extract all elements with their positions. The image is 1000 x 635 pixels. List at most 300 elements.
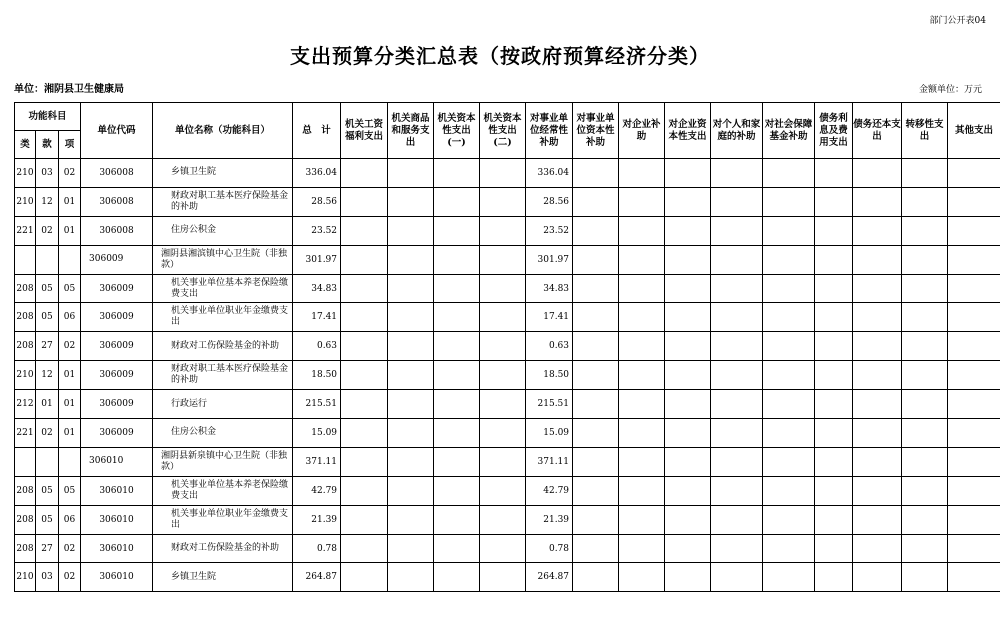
cell-unit-code: 306009	[81, 303, 153, 332]
cell-col-3	[434, 534, 480, 563]
cell-col-5: 21.39	[526, 505, 573, 534]
cell-col-14	[948, 505, 1000, 534]
header-col-4: 机关资本性支出(二)	[480, 103, 526, 159]
cell-col-11	[815, 159, 853, 188]
cell-col-5: 0.78	[526, 534, 573, 563]
cell-xiang: 05	[59, 274, 81, 303]
cell-col-14	[948, 245, 1000, 274]
cell-col-9	[711, 361, 763, 390]
cell-col-1	[341, 447, 388, 476]
cell-unit-code: 306010	[81, 563, 153, 592]
cell-col-6	[573, 505, 619, 534]
cell-col-10	[763, 390, 815, 419]
cell-lei: 210	[15, 361, 36, 390]
cell-unit-name: 机关事业单位基本养老保险缴费支出	[153, 274, 293, 303]
cell-total: 23.52	[293, 216, 341, 245]
cell-col-1	[341, 534, 388, 563]
cell-col-7	[619, 534, 665, 563]
cell-col-5: 34.83	[526, 274, 573, 303]
cell-col-9	[711, 476, 763, 505]
unit-label: 单位：湘阴县卫生健康局	[14, 84, 124, 95]
cell-col-2	[388, 245, 434, 274]
cell-col-8	[665, 390, 711, 419]
cell-col-9	[711, 159, 763, 188]
cell-col-12	[853, 245, 902, 274]
header-col-11: 债务利息及费用支出	[815, 103, 853, 159]
table-row	[15, 274, 1000, 303]
cell-col-6	[573, 361, 619, 390]
cell-col-6	[573, 274, 619, 303]
cell-col-2	[388, 274, 434, 303]
cell-unit-code: 306009	[81, 274, 153, 303]
cell-col-4	[480, 563, 526, 592]
cell-col-13	[902, 390, 948, 419]
cell-kuan: 03	[36, 159, 59, 188]
cell-col-9	[711, 332, 763, 361]
cell-lei: 208	[15, 303, 36, 332]
cell-col-9	[711, 563, 763, 592]
cell-col-11	[815, 245, 853, 274]
cell-col-10	[763, 563, 815, 592]
cell-lei	[15, 245, 36, 274]
cell-col-14	[948, 534, 1000, 563]
header-func-subject: 功能科目	[15, 103, 81, 131]
cell-lei: 208	[15, 476, 36, 505]
cell-col-4	[480, 187, 526, 216]
cell-col-1	[341, 274, 388, 303]
header-unit-code: 单位代码	[81, 103, 153, 159]
amount-unit-label: 金额单位：万元	[918, 85, 982, 95]
cell-col-12	[853, 216, 902, 245]
cell-col-6	[573, 216, 619, 245]
cell-col-3	[434, 476, 480, 505]
cell-col-1	[341, 390, 388, 419]
cell-unit-name: 财政对工伤保险基金的补助	[153, 332, 293, 361]
cell-col-7	[619, 447, 665, 476]
cell-unit-name: 行政运行	[153, 390, 293, 419]
table-row	[15, 390, 1000, 419]
cell-kuan: 27	[36, 534, 59, 563]
cell-col-11	[815, 332, 853, 361]
table-row	[15, 534, 1000, 563]
cell-xiang: 01	[59, 390, 81, 419]
cell-col-8	[665, 245, 711, 274]
cell-col-3	[434, 245, 480, 274]
cell-kuan: 01	[36, 390, 59, 419]
cell-col-6	[573, 390, 619, 419]
cell-col-2	[388, 332, 434, 361]
header-col-5: 对事业单位经常性补助	[526, 103, 573, 159]
cell-col-4	[480, 303, 526, 332]
cell-total: 17.41	[293, 303, 341, 332]
cell-col-11	[815, 505, 853, 534]
cell-unit-code: 306009	[81, 390, 153, 419]
cell-col-11	[815, 534, 853, 563]
cell-kuan: 02	[36, 216, 59, 245]
cell-col-4	[480, 361, 526, 390]
cell-unit-name: 乡镇卫生院	[153, 563, 293, 592]
cell-col-5: 301.97	[526, 245, 573, 274]
cell-col-3	[434, 159, 480, 188]
table-row	[15, 361, 1000, 390]
cell-kuan: 02	[36, 419, 59, 448]
cell-lei: 221	[15, 216, 36, 245]
cell-total: 21.39	[293, 505, 341, 534]
cell-col-10	[763, 476, 815, 505]
cell-col-4	[480, 447, 526, 476]
table-row	[15, 187, 1000, 216]
cell-col-6	[573, 245, 619, 274]
cell-col-11	[815, 216, 853, 245]
cell-total: 15.09	[293, 419, 341, 448]
cell-xiang: 01	[59, 361, 81, 390]
cell-col-2	[388, 534, 434, 563]
cell-col-14	[948, 187, 1000, 216]
table-row	[15, 476, 1000, 505]
cell-col-10	[763, 505, 815, 534]
cell-col-2	[388, 563, 434, 592]
cell-col-10	[763, 361, 815, 390]
cell-col-7	[619, 419, 665, 448]
cell-col-8	[665, 419, 711, 448]
table-row	[15, 303, 1000, 332]
cell-unit-name: 机关事业单位职业年金缴费支出	[153, 505, 293, 534]
header-col-3: 机关资本性支出(一)	[434, 103, 480, 159]
cell-col-1	[341, 332, 388, 361]
cell-col-13	[902, 419, 948, 448]
cell-col-11	[815, 274, 853, 303]
cell-lei: 208	[15, 505, 36, 534]
cell-col-13	[902, 303, 948, 332]
cell-col-3	[434, 332, 480, 361]
cell-col-6	[573, 534, 619, 563]
cell-col-12	[853, 159, 902, 188]
cell-col-12	[853, 476, 902, 505]
table-row	[15, 447, 1000, 476]
cell-unit-code: 306008	[81, 159, 153, 188]
cell-kuan: 05	[36, 274, 59, 303]
table-row	[15, 216, 1000, 245]
table-body	[15, 159, 1000, 592]
cell-col-3	[434, 447, 480, 476]
table-row	[15, 563, 1000, 592]
cell-xiang: 02	[59, 159, 81, 188]
cell-col-9	[711, 245, 763, 274]
cell-total: 215.51	[293, 390, 341, 419]
cell-col-5: 28.56	[526, 187, 573, 216]
table-row	[15, 332, 1000, 361]
cell-unit-name: 湘阴县湘滨镇中心卫生院（非独款）	[153, 245, 293, 274]
cell-col-10	[763, 419, 815, 448]
cell-lei: 221	[15, 419, 36, 448]
cell-col-3	[434, 419, 480, 448]
cell-col-8	[665, 476, 711, 505]
cell-col-8	[665, 534, 711, 563]
cell-col-7	[619, 216, 665, 245]
cell-col-5: 42.79	[526, 476, 573, 505]
cell-col-13	[902, 245, 948, 274]
cell-col-14	[948, 563, 1000, 592]
cell-col-2	[388, 303, 434, 332]
cell-unit-name: 住房公积金	[153, 216, 293, 245]
cell-lei: 212	[15, 390, 36, 419]
cell-col-11	[815, 187, 853, 216]
cell-unit-name: 财政对工伤保险基金的补助	[153, 534, 293, 563]
budget-table	[14, 102, 1000, 592]
cell-lei: 210	[15, 187, 36, 216]
cell-unit-name: 财政对职工基本医疗保险基金的补助	[153, 361, 293, 390]
cell-col-10	[763, 159, 815, 188]
cell-col-2	[388, 419, 434, 448]
cell-xiang: 01	[59, 187, 81, 216]
cell-col-3	[434, 361, 480, 390]
cell-col-9	[711, 505, 763, 534]
cell-col-8	[665, 274, 711, 303]
cell-col-8	[665, 159, 711, 188]
cell-col-3	[434, 563, 480, 592]
cell-unit-code: 306008	[81, 187, 153, 216]
cell-col-3	[434, 390, 480, 419]
cell-total: 371.11	[293, 447, 341, 476]
cell-total: 301.97	[293, 245, 341, 274]
cell-col-1	[341, 159, 388, 188]
cell-xiang: 06	[59, 505, 81, 534]
cell-col-10	[763, 216, 815, 245]
cell-col-11	[815, 361, 853, 390]
cell-col-9	[711, 274, 763, 303]
cell-col-13	[902, 447, 948, 476]
cell-kuan	[36, 245, 59, 274]
cell-lei: 210	[15, 159, 36, 188]
cell-col-14	[948, 447, 1000, 476]
cell-col-7	[619, 332, 665, 361]
cell-col-13	[902, 505, 948, 534]
cell-col-14	[948, 274, 1000, 303]
cell-col-12	[853, 187, 902, 216]
cell-col-8	[665, 563, 711, 592]
cell-col-14	[948, 332, 1000, 361]
cell-col-12	[853, 534, 902, 563]
cell-col-10	[763, 274, 815, 303]
cell-col-1	[341, 216, 388, 245]
cell-col-13	[902, 159, 948, 188]
cell-col-11	[815, 476, 853, 505]
cell-col-7	[619, 390, 665, 419]
cell-col-12	[853, 361, 902, 390]
cell-col-5: 23.52	[526, 216, 573, 245]
cell-col-1	[341, 563, 388, 592]
cell-col-4	[480, 390, 526, 419]
cell-lei: 208	[15, 534, 36, 563]
cell-col-14	[948, 390, 1000, 419]
cell-lei: 208	[15, 274, 36, 303]
cell-col-11	[815, 563, 853, 592]
cell-xiang: 02	[59, 534, 81, 563]
cell-col-9	[711, 390, 763, 419]
cell-lei: 210	[15, 563, 36, 592]
cell-col-13	[902, 361, 948, 390]
cell-total: 264.87	[293, 563, 341, 592]
cell-xiang: 06	[59, 303, 81, 332]
cell-col-7	[619, 361, 665, 390]
cell-col-11	[815, 419, 853, 448]
cell-col-10	[763, 534, 815, 563]
cell-unit-name: 住房公积金	[153, 419, 293, 448]
cell-xiang	[59, 447, 81, 476]
cell-col-9	[711, 303, 763, 332]
cell-col-12	[853, 390, 902, 419]
cell-col-2	[388, 505, 434, 534]
header-col-7: 对企业补助	[619, 103, 665, 159]
cell-col-5: 371.11	[526, 447, 573, 476]
cell-col-5: 336.04	[526, 159, 573, 188]
cell-col-1	[341, 361, 388, 390]
cell-col-12	[853, 274, 902, 303]
cell-col-2	[388, 187, 434, 216]
cell-col-3	[434, 505, 480, 534]
cell-kuan: 05	[36, 505, 59, 534]
cell-col-6	[573, 187, 619, 216]
cell-col-7	[619, 187, 665, 216]
cell-col-3	[434, 303, 480, 332]
cell-col-11	[815, 447, 853, 476]
table-row	[15, 245, 1000, 274]
cell-col-7	[619, 274, 665, 303]
cell-unit-code: 306009	[81, 361, 153, 390]
cell-xiang: 02	[59, 332, 81, 361]
cell-col-13	[902, 534, 948, 563]
page-tag: 部门公开表04	[929, 16, 986, 26]
cell-col-12	[853, 303, 902, 332]
cell-col-10	[763, 447, 815, 476]
cell-col-6	[573, 303, 619, 332]
cell-unit-name: 机关事业单位职业年金缴费支出	[153, 303, 293, 332]
cell-col-6	[573, 332, 619, 361]
cell-unit-name: 机关事业单位基本养老保险缴费支出	[153, 476, 293, 505]
cell-col-7	[619, 505, 665, 534]
cell-col-9	[711, 534, 763, 563]
cell-kuan: 27	[36, 332, 59, 361]
cell-col-7	[619, 476, 665, 505]
cell-total: 336.04	[293, 159, 341, 188]
cell-col-8	[665, 187, 711, 216]
cell-col-5: 15.09	[526, 419, 573, 448]
table-row	[15, 419, 1000, 448]
cell-col-12	[853, 419, 902, 448]
header-col-1: 机关工资福利支出	[341, 103, 388, 159]
cell-col-2	[388, 159, 434, 188]
cell-col-14	[948, 476, 1000, 505]
cell-col-5: 215.51	[526, 390, 573, 419]
cell-col-4	[480, 476, 526, 505]
cell-unit-code: 306009	[81, 332, 153, 361]
cell-col-5: 17.41	[526, 303, 573, 332]
cell-col-5: 0.63	[526, 332, 573, 361]
cell-col-2	[388, 216, 434, 245]
header-total: 总 计	[293, 103, 341, 159]
cell-xiang: 02	[59, 563, 81, 592]
cell-kuan: 12	[36, 361, 59, 390]
cell-col-7	[619, 303, 665, 332]
cell-unit-code: 306010	[81, 476, 153, 505]
cell-total: 0.63	[293, 332, 341, 361]
cell-col-4	[480, 419, 526, 448]
cell-kuan: 05	[36, 303, 59, 332]
cell-col-2	[388, 447, 434, 476]
cell-col-13	[902, 332, 948, 361]
cell-col-5: 18.50	[526, 361, 573, 390]
header-col-12: 债务还本支出	[853, 103, 902, 159]
cell-kuan	[36, 447, 59, 476]
cell-col-4	[480, 534, 526, 563]
cell-col-8	[665, 447, 711, 476]
cell-total: 42.79	[293, 476, 341, 505]
cell-col-1	[341, 187, 388, 216]
header-lei: 类	[15, 131, 36, 159]
header-col-2: 机关商品和服务支出	[388, 103, 434, 159]
cell-xiang: 01	[59, 216, 81, 245]
cell-lei: 208	[15, 332, 36, 361]
cell-col-13	[902, 563, 948, 592]
cell-col-7	[619, 245, 665, 274]
cell-col-2	[388, 361, 434, 390]
cell-col-5: 264.87	[526, 563, 573, 592]
cell-col-10	[763, 303, 815, 332]
header-unit-name: 单位名称（功能科目）	[153, 103, 293, 159]
cell-col-1	[341, 476, 388, 505]
cell-col-9	[711, 447, 763, 476]
cell-col-7	[619, 159, 665, 188]
cell-total: 28.56	[293, 187, 341, 216]
cell-col-8	[665, 332, 711, 361]
header-col-6: 对事业单位资本性补助	[573, 103, 619, 159]
cell-xiang: 01	[59, 419, 81, 448]
cell-unit-code: 306010	[81, 505, 153, 534]
cell-unit-code: 306008	[81, 216, 153, 245]
cell-lei	[15, 447, 36, 476]
cell-col-3	[434, 216, 480, 245]
header-xiang: 项	[59, 131, 81, 159]
cell-col-9	[711, 419, 763, 448]
cell-col-9	[711, 187, 763, 216]
cell-col-7	[619, 563, 665, 592]
cell-col-10	[763, 245, 815, 274]
cell-xiang	[59, 245, 81, 274]
cell-col-4	[480, 274, 526, 303]
cell-col-9	[711, 216, 763, 245]
cell-col-2	[388, 476, 434, 505]
cell-total: 0.78	[293, 534, 341, 563]
cell-col-4	[480, 332, 526, 361]
cell-col-6	[573, 419, 619, 448]
cell-col-14	[948, 361, 1000, 390]
cell-col-14	[948, 303, 1000, 332]
cell-col-12	[853, 505, 902, 534]
cell-xiang: 05	[59, 476, 81, 505]
cell-col-6	[573, 476, 619, 505]
cell-col-11	[815, 390, 853, 419]
cell-col-1	[341, 303, 388, 332]
cell-unit-code: 306010	[81, 534, 153, 563]
cell-col-6	[573, 447, 619, 476]
cell-col-1	[341, 245, 388, 274]
cell-unit-code: 306009	[81, 245, 153, 274]
cell-unit-code: 306010	[81, 447, 153, 476]
cell-col-12	[853, 563, 902, 592]
cell-col-14	[948, 216, 1000, 245]
cell-col-13	[902, 274, 948, 303]
cell-col-3	[434, 274, 480, 303]
